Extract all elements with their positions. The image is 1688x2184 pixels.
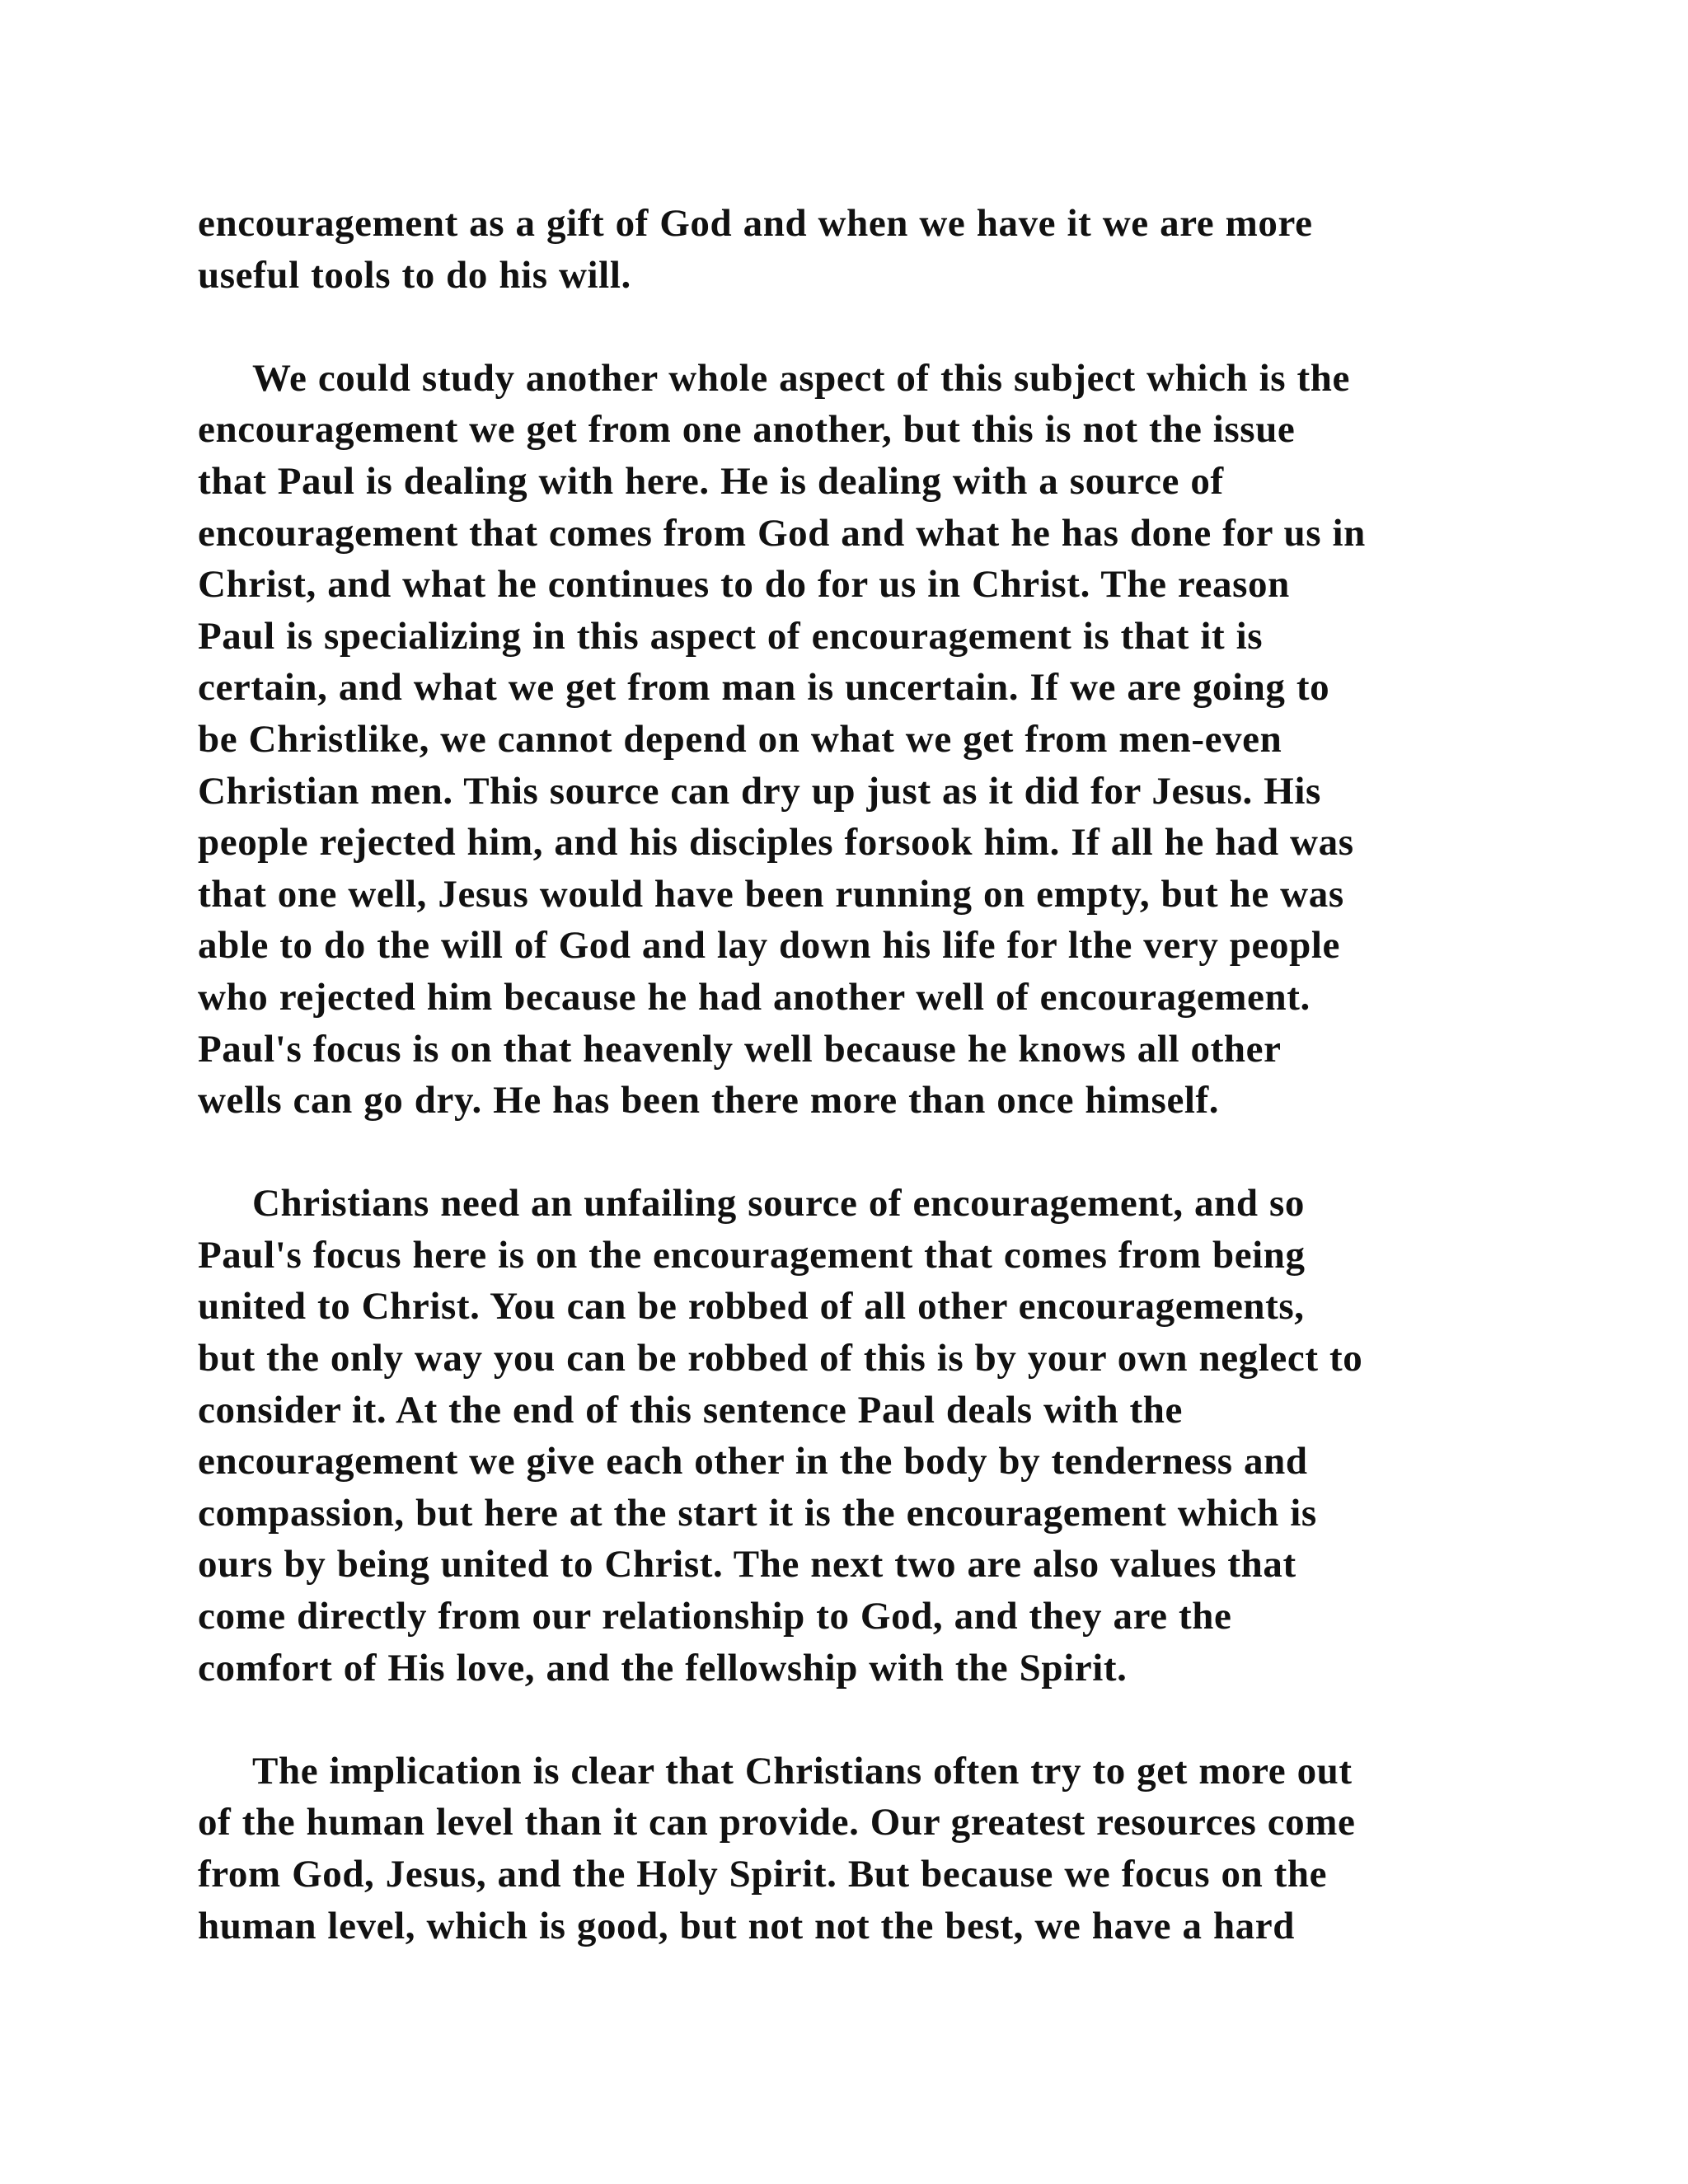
body-text [198, 198, 1517, 1952]
text-line: consider it. At the end of this sentence Paul deals with the [198, 1388, 1184, 1432]
text-line: people rejected him, and his disciples forsook him. If all he had was [198, 821, 1354, 865]
text-line: but the only way you can be robbed of this is by your own neglect to [198, 1337, 1363, 1380]
text-line: encouragement that comes from God and what he has done for us in [198, 511, 1366, 555]
text-line: able to do the will of God and lay down his life for lthe very people [198, 924, 1340, 968]
text-line: encouragement as a gift of God and when we have it we are more [198, 202, 1313, 245]
paragraph-4 [198, 1746, 1517, 1952]
text-line: united to Christ. You can be robbed of all other encouragements, [198, 1285, 1305, 1329]
text-line: wells can go dry. He has been there more than once himself. [198, 1079, 1220, 1122]
text-line: Paul is specializing in this aspect of encouragement is that it is [198, 614, 1264, 658]
text-line: Paul's focus is on that heavenly well because he knows all other [198, 1027, 1282, 1071]
text-line: be Christlike, we cannot depend on what we get from men-even [198, 717, 1282, 761]
text-line: who rejected him because he had another well of encouragement. [198, 975, 1311, 1019]
text-line: We could study another whole aspect of this subject which is the [252, 356, 1350, 400]
text-line: that one well, Jesus would have been running on empty, but he was [198, 872, 1344, 916]
paragraph-3 [198, 1178, 1517, 1694]
text-line: encouragement we get from one another, but this is not the issue [198, 408, 1296, 452]
text-line: human level, which is good, but not not the best, we have a hard [198, 1904, 1295, 1947]
text-line: certain, and what we get from man is uncertain. If we are going to [198, 666, 1330, 710]
paragraph-2 [198, 353, 1517, 1127]
text-line: The implication is clear that Christians often try to get more out [252, 1749, 1353, 1793]
text-line: that Paul is dealing with here. He is dealing with a source of [198, 459, 1224, 503]
text-line: comfort of His love, and the fellowship with the Spirit. [198, 1646, 1128, 1690]
text-line: compassion, but here at the start it is the encouragement which is [198, 1491, 1317, 1535]
text-line: from God, Jesus, and the Holy Spirit. But because we focus on the [198, 1853, 1328, 1896]
text-line: Christ, and what he continues to do for us in Christ. The reason [198, 563, 1290, 607]
paragraph-1 [198, 198, 1517, 301]
text-line: of the human level than it can provide. Our greatest resources come [198, 1801, 1356, 1844]
text-line: come directly from our relationship to God, and they are the [198, 1595, 1232, 1638]
text-line: encouragement we give each other in the body by tenderness and [198, 1440, 1308, 1483]
text-line: Paul's focus here is on the encouragement that comes from being [198, 1233, 1306, 1277]
text-line: useful tools to do his will. [198, 253, 631, 297]
text-line: ours by being united to Christ. The next two are also values that [198, 1543, 1296, 1586]
text-line: Christians need an unfailing source of encouragement, and so [252, 1182, 1305, 1226]
text-line: Christian men. This source can dry up just as it did for Jesus. His [198, 769, 1321, 813]
